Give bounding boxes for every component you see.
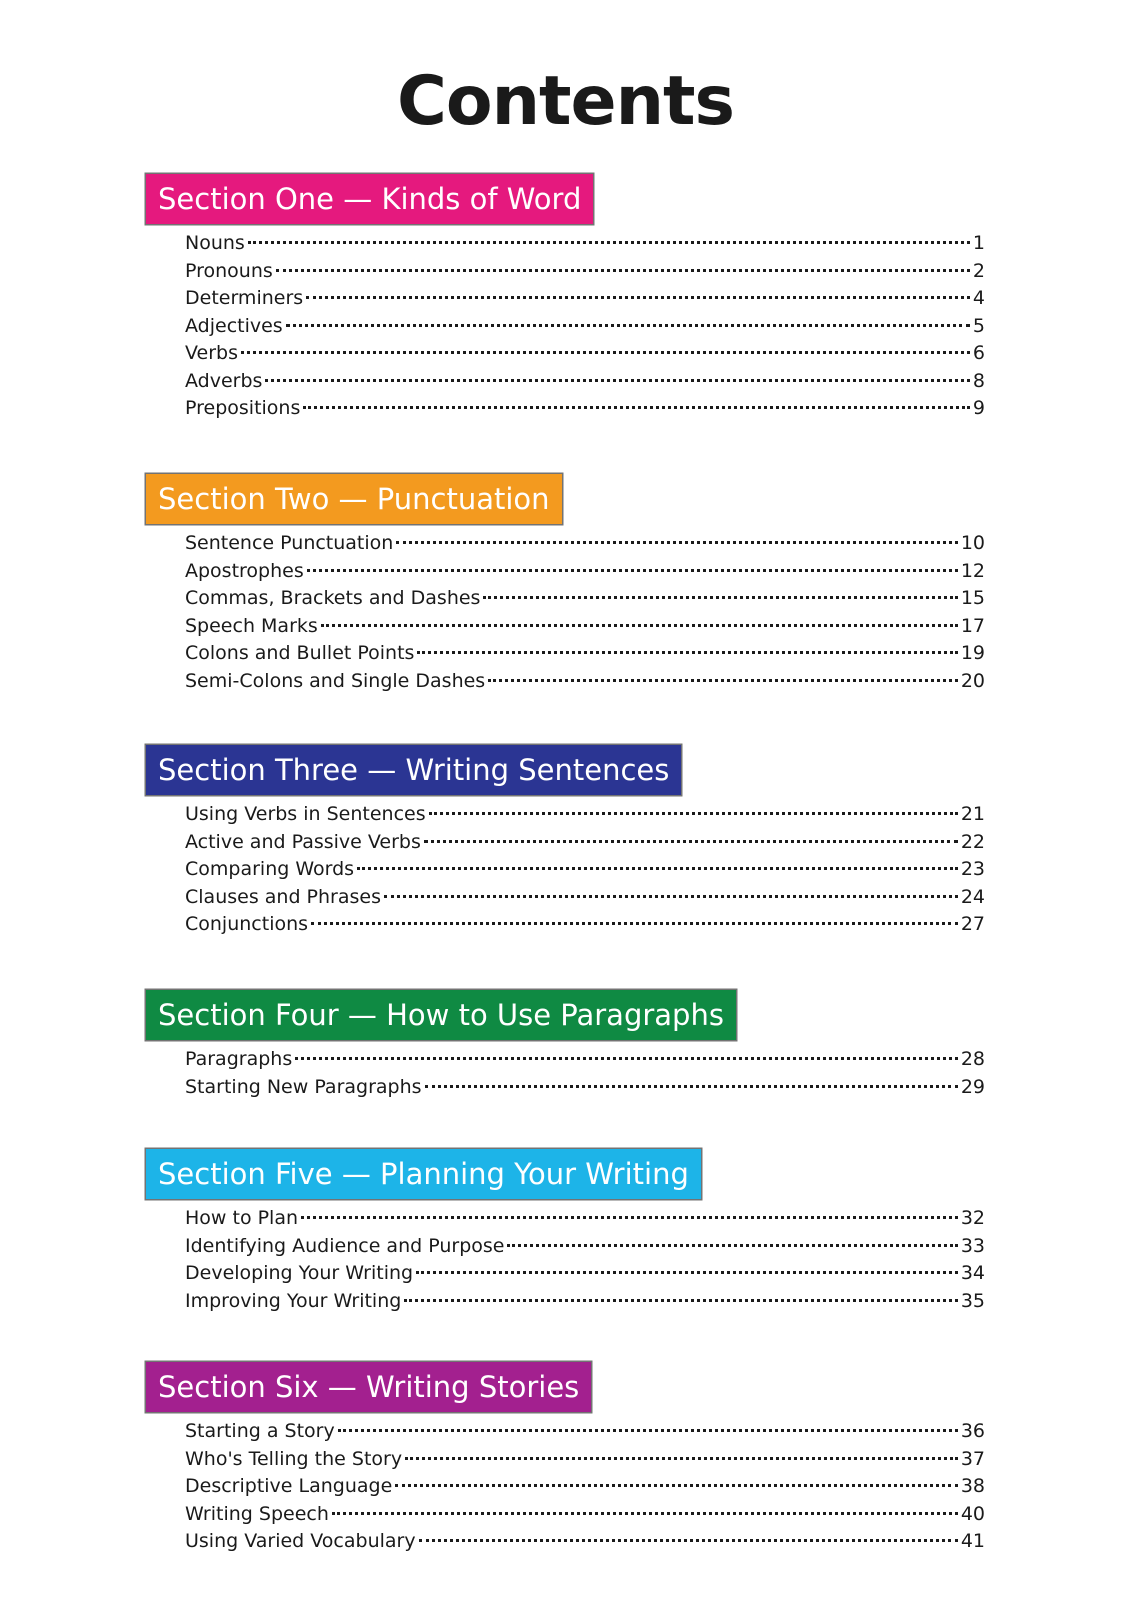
entry-page: 35	[960, 1289, 985, 1312]
toc-entry[interactable]	[185, 313, 985, 341]
entry-page: 17	[960, 614, 985, 637]
section-header: Section Two — Punctuation	[146, 474, 562, 524]
entry-label: Clauses and Phrases	[185, 885, 381, 908]
entry-label: Developing Your Writing	[185, 1262, 414, 1284]
dot-leader	[265, 379, 969, 382]
section-header: Section Five — Planning Your Writing	[146, 1149, 701, 1199]
entry-label: Adjectives	[185, 314, 283, 337]
dot-leader	[396, 541, 957, 544]
entry-label: Speech Marks	[185, 614, 318, 637]
entry-page: 38	[960, 1475, 985, 1497]
entry-label: Paragraphs	[185, 1048, 293, 1070]
entry-label: Nouns	[185, 232, 245, 254]
entry-label: Commas, Brackets and Dashes	[185, 587, 481, 609]
entry-label: Descriptive Language	[185, 1475, 393, 1497]
entry-page: 23	[960, 858, 985, 880]
section-six	[146, 1362, 986, 1556]
entry-label: Apostrophes	[185, 559, 304, 582]
toc-entry[interactable]	[185, 1205, 985, 1233]
toc-entry[interactable]	[185, 285, 985, 313]
entry-page: 6	[972, 342, 985, 364]
entry-label: Adverbs	[185, 369, 263, 392]
dot-leader	[307, 569, 958, 572]
section-one	[146, 174, 986, 423]
dot-leader	[405, 1457, 958, 1460]
dot-leader	[429, 812, 958, 815]
dot-leader	[338, 1429, 958, 1432]
entry-page: 1	[972, 232, 985, 254]
entry-page: 21	[960, 803, 985, 825]
toc-entry[interactable]	[185, 613, 985, 641]
entry-page: 4	[972, 287, 985, 309]
entry-page: 9	[972, 397, 985, 419]
dot-leader	[416, 1271, 958, 1274]
entry-page: 19	[960, 642, 985, 664]
entry-page: 28	[960, 1048, 985, 1070]
dot-leader	[295, 1057, 958, 1060]
toc-entry[interactable]	[185, 911, 985, 939]
entry-page: 29	[960, 1075, 985, 1098]
dot-leader	[424, 840, 958, 843]
dot-leader	[417, 651, 957, 654]
dot-leader	[384, 895, 958, 898]
entry-label: Active and Passive Verbs	[185, 830, 421, 853]
toc-entry[interactable]	[185, 1046, 985, 1074]
entry-label: Starting a Story	[185, 1420, 335, 1442]
toc-entry[interactable]	[185, 395, 985, 423]
toc-entry[interactable]	[185, 258, 985, 286]
toc-entry[interactable]	[185, 558, 985, 586]
entry-label: How to Plan	[185, 1207, 299, 1229]
entry-list	[185, 1205, 985, 1315]
entry-label: Determiners	[185, 287, 304, 309]
toc-entry[interactable]	[185, 640, 985, 668]
section-three	[146, 745, 986, 939]
dot-leader	[241, 351, 970, 354]
entry-list	[185, 801, 985, 939]
dot-leader	[332, 1512, 958, 1515]
toc-entry[interactable]	[185, 530, 985, 558]
entry-label: Conjunctions	[185, 913, 309, 935]
section-header: Section One — Kinds of Word	[146, 174, 593, 224]
dot-leader	[404, 1299, 958, 1302]
entry-label: Pronouns	[185, 259, 273, 282]
entry-label: Writing Speech	[185, 1502, 329, 1525]
entry-page: 24	[960, 885, 985, 908]
entry-label: Starting New Paragraphs	[185, 1075, 422, 1098]
dot-leader	[303, 406, 970, 409]
section-five	[146, 1149, 986, 1315]
entry-label: Identifying Audience and Purpose	[185, 1234, 505, 1257]
toc-entry[interactable]	[185, 801, 985, 829]
dot-leader	[419, 1539, 958, 1542]
entry-page: 33	[960, 1234, 985, 1257]
entry-label: Using Varied Vocabulary	[185, 1530, 416, 1552]
section-two	[146, 474, 986, 695]
dot-leader	[248, 241, 970, 244]
entry-label: Comparing Words	[185, 858, 355, 880]
entry-page: 20	[960, 669, 985, 692]
toc-entry[interactable]	[185, 1528, 985, 1556]
toc-entry[interactable]	[185, 856, 985, 884]
section-header: Section Six — Writing Stories	[146, 1362, 591, 1412]
entry-label: Prepositions	[185, 397, 301, 419]
dot-leader	[483, 596, 957, 599]
toc-entry[interactable]	[185, 585, 985, 613]
section-four	[146, 990, 986, 1101]
dot-leader	[286, 324, 970, 327]
toc-entry[interactable]	[185, 829, 985, 857]
entry-page: 22	[960, 830, 985, 853]
entry-page: 2	[972, 259, 985, 282]
toc-entry[interactable]	[185, 1260, 985, 1288]
entry-label: Semi-Colons and Single Dashes	[185, 669, 486, 692]
dot-leader	[357, 867, 958, 870]
entry-list	[185, 530, 985, 695]
entry-page: 10	[960, 532, 985, 554]
toc-entry[interactable]	[185, 1446, 985, 1474]
entry-label: Using Verbs in Sentences	[185, 803, 426, 825]
toc-entry[interactable]	[185, 1418, 985, 1446]
toc-entry[interactable]	[185, 368, 985, 396]
entry-page: 37	[960, 1447, 985, 1470]
dot-leader	[301, 1216, 958, 1219]
entry-page: 27	[960, 913, 985, 935]
dot-leader	[321, 624, 958, 627]
dot-leader	[395, 1484, 958, 1487]
entry-page: 36	[960, 1420, 985, 1442]
entry-page: 41	[960, 1530, 985, 1552]
toc-entry[interactable]	[185, 1288, 985, 1316]
toc-entry[interactable]	[185, 340, 985, 368]
toc-entry[interactable]	[185, 1501, 985, 1529]
section-header: Section Four — How to Use Paragraphs	[146, 990, 736, 1040]
section-header: Section Three — Writing Sentences	[146, 745, 681, 795]
entry-page: 34	[960, 1262, 985, 1284]
dot-leader	[425, 1085, 958, 1088]
toc-entry[interactable]	[185, 1233, 985, 1261]
entry-list	[185, 1046, 985, 1101]
toc-entry[interactable]	[185, 230, 985, 258]
dot-leader	[311, 922, 958, 925]
entry-label: Who's Telling the Story	[185, 1447, 403, 1470]
entry-list	[185, 230, 985, 423]
entry-page: 15	[960, 587, 985, 609]
toc-entry[interactable]	[185, 884, 985, 912]
entry-label: Sentence Punctuation	[185, 532, 394, 554]
entry-page: 8	[972, 369, 985, 392]
dot-leader	[507, 1244, 957, 1247]
entry-page: 32	[960, 1207, 985, 1229]
dot-leader	[276, 269, 970, 272]
entry-label: Colons and Bullet Points	[185, 642, 415, 664]
entry-label: Improving Your Writing	[185, 1289, 402, 1312]
dot-leader	[306, 296, 970, 299]
entry-page: 5	[972, 314, 985, 337]
entry-list	[185, 1418, 985, 1556]
toc-entry[interactable]	[185, 668, 985, 696]
page-title: Contents	[396, 62, 735, 141]
dot-leader	[488, 679, 958, 682]
entry-label: Verbs	[185, 342, 238, 364]
toc-entry[interactable]	[185, 1074, 985, 1102]
entry-page: 12	[960, 559, 985, 582]
toc-entry[interactable]	[185, 1473, 985, 1501]
entry-page: 40	[960, 1502, 985, 1525]
